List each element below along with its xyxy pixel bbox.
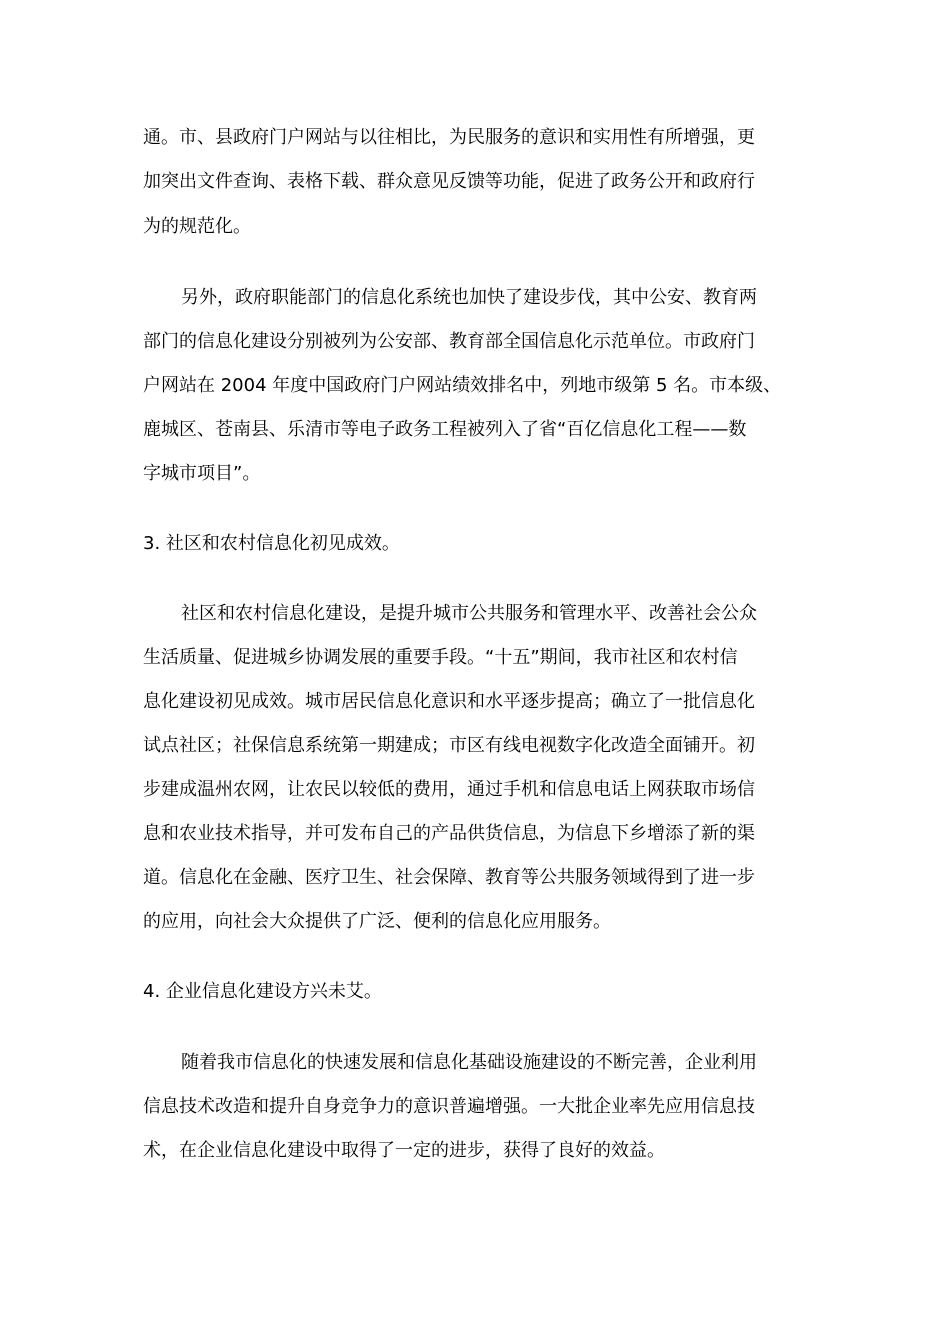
text-line: 信息技术改造和提升自身竞争力的意识普遍增强。一大批企业率先应用信息技: [143, 1096, 755, 1117]
text-line: 随着我市信息化的快速发展和信息化基础设施建设的不断完善，企业利用: [181, 1052, 757, 1073]
text-line: 生活质量、促进城乡协调发展的重要手段。“十五”期间，我市社区和农村信: [143, 647, 738, 668]
text-line: 息化建设初见成效。城市居民信息化意识和水平逐步提高；确立了一批信息化: [143, 691, 755, 712]
text-line: 字城市项目”。: [143, 463, 261, 484]
text-line: 道。信息化在金融、医疗卫生、社会保障、教育等公共服务领域得到了进一步: [143, 867, 755, 888]
text-line: 术，在企业信息化建设中取得了一定的进步，获得了良好的效益。: [143, 1140, 665, 1161]
text-line: 户网站在 2004 年度中国政府门户网站绩效排名中，列地市级第 5 名。市本级、: [143, 375, 782, 396]
text-line: 鹿城区、苍南县、乐清市等电子政务工程被列入了省“百亿信息化工程——数: [143, 419, 747, 440]
text-line: 为的规范化。: [143, 216, 251, 237]
text-line: 息和农业技术指导，并可发布自己的产品供货信息，为信息下乡增添了新的渠: [143, 823, 755, 844]
text-line: 社区和农村信息化建设，是提升城市公共服务和管理水平、改善社会公众: [181, 603, 757, 624]
section-heading: 4. 企业信息化建设方兴未艾。: [143, 981, 382, 1002]
text-line: 的应用，向社会大众提供了广泛、便利的信息化应用服务。: [143, 911, 611, 932]
text-line: 试点社区；社保信息系统第一期建成；市区有线电视数字化改造全面铺开。初: [143, 735, 755, 756]
section-heading: 3. 社区和农村信息化初见成效。: [143, 533, 400, 554]
text-line: 加突出文件查询、表格下载、群众意见反馈等功能，促进了政务公开和政府行: [143, 171, 755, 192]
text-line: 步建成温州农网，让农民以较低的费用，通过手机和信息电话上网获取市场信: [143, 779, 755, 800]
text-line: 部门的信息化建设分别被列为公安部、教育部全国信息化示范单位。市政府门: [143, 331, 755, 352]
text-line: 通。市、县政府门户网站与以往相比，为民服务的意识和实用性有所增强，更: [143, 127, 755, 148]
text-line: 另外，政府职能部门的信息化系统也加快了建设步伐，其中公安、教育两: [181, 287, 757, 308]
